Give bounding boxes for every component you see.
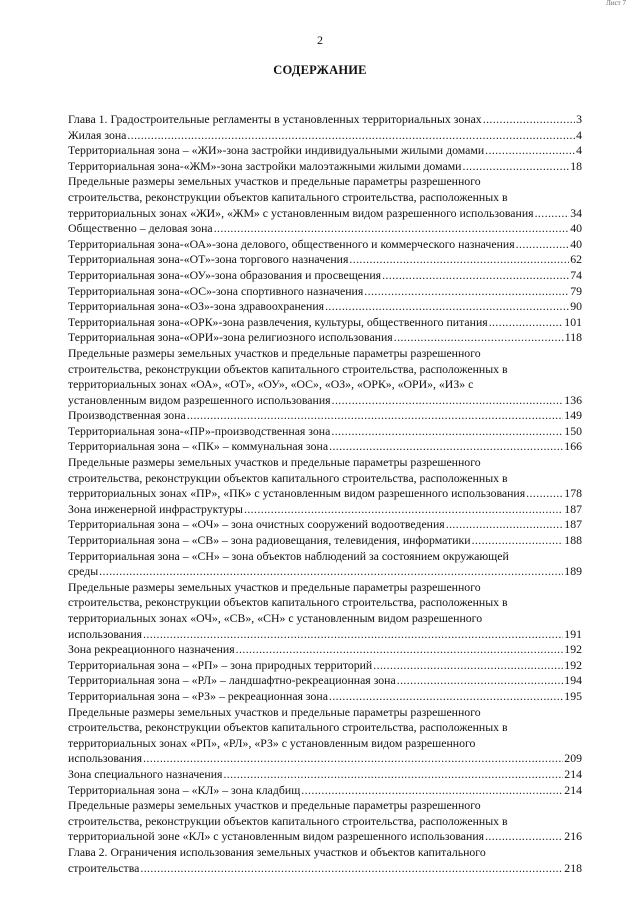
toc-dot-leader: [331, 424, 563, 440]
toc-dot-leader: [99, 564, 563, 580]
toc-page-number: 3: [576, 112, 582, 126]
toc-page-number: 40: [570, 236, 582, 251]
toc-entry-line: [68, 393, 582, 409]
toc-dot-leader: [143, 751, 563, 767]
toc-page-number: 187: [564, 517, 582, 532]
toc-entry-line: [68, 486, 582, 502]
toc-page-number: 187: [564, 501, 582, 516]
toc-entry-line: [68, 299, 582, 315]
toc-entry[interactable]: [68, 174, 582, 221]
toc-dot-leader: [472, 533, 564, 549]
toc-dot-leader: [382, 268, 569, 284]
toc-entry-text: Территориальная зона-«ПР»-производственная зона: [68, 423, 331, 438]
toc-dot-leader: [127, 128, 575, 144]
toc-entry[interactable]: [68, 315, 582, 331]
toc-entry-line: [68, 252, 582, 268]
toc-entry[interactable]: [68, 767, 582, 783]
toc-entry[interactable]: [68, 502, 582, 518]
toc-entry-line: [68, 689, 582, 705]
toc-entry-line: [68, 424, 582, 440]
toc-entry[interactable]: [68, 673, 582, 689]
toc-dot-leader: [187, 408, 564, 424]
toc-dot-leader: [485, 143, 575, 159]
toc-dot-leader: [483, 112, 575, 128]
toc-entry-line: [68, 642, 582, 658]
toc-entry-text: Территориальная зона-«ЖМ»-зона застройки малоэтажными жилыми домами: [68, 158, 462, 173]
toc-entry-text: территориальной зоне «КЛ» с установленным видом разрешенного использования: [68, 829, 485, 844]
toc-entry-text: Территориальная зона-«ОТ»-зона торгового назначения: [68, 252, 349, 267]
toc-dot-leader: [489, 315, 564, 331]
toc-page-number: 178: [564, 486, 582, 501]
toc-entry-line: [68, 658, 582, 674]
toc-page-number: 149: [564, 408, 582, 423]
toc-entry-text: строительства, реконструкции объектов капитального строительства, расположенных в: [68, 595, 508, 610]
toc-entry-line: [68, 143, 582, 159]
toc-entry[interactable]: [68, 408, 582, 424]
toc-entry-line: [68, 627, 582, 643]
toc-entry-text: установленным видом разрешенного использования: [68, 392, 331, 407]
toc-entry-line: [68, 315, 582, 331]
toc-entry[interactable]: [68, 112, 582, 128]
toc-entry[interactable]: [68, 689, 582, 705]
toc-entry-text: Территориальная зона-«ОЗ»-зона здравоохранения: [68, 299, 325, 314]
toc-entry[interactable]: [68, 330, 582, 346]
toc-entry-text: Предельные размеры земельных участков и предельные параметры разрешенного: [68, 798, 481, 813]
toc-entry[interactable]: [68, 159, 582, 175]
toc-entry-text: использования: [68, 626, 143, 641]
toc-entry[interactable]: [68, 143, 582, 159]
toc-entry-text: Территориальная зона – «РП» – зона природных территорий: [68, 657, 373, 672]
toc-entry-line: [68, 767, 582, 783]
toc-page-number: 74: [570, 267, 582, 282]
toc-entry[interactable]: [68, 346, 582, 408]
toc-entry-text: Зона рекреационного назначения: [68, 642, 235, 657]
toc-dot-leader: [140, 861, 563, 877]
toc-entry-line: [68, 861, 582, 877]
toc-entry-text: строительства, реконструкции объектов капитального строительства, расположенных в: [68, 470, 508, 485]
toc-dot-leader: [329, 439, 563, 455]
toc-page-number: 34: [570, 205, 582, 220]
toc-entry[interactable]: [68, 549, 582, 580]
toc-entry-text: Предельные размеры земельных участков и предельные параметры разрешенного: [68, 455, 481, 470]
toc-page-number: 209: [564, 751, 582, 766]
toc-entry-text: использования: [68, 751, 143, 766]
toc-entry-line: [68, 564, 582, 580]
toc-dot-leader: [394, 330, 564, 346]
toc-dot-leader: [244, 502, 563, 518]
toc-page-number: 90: [570, 299, 582, 314]
toc-entry[interactable]: [68, 783, 582, 799]
toc-entry-line: [68, 502, 582, 518]
page-title: СОДЕРЖАНИЕ: [273, 63, 367, 77]
toc-entry-text: Зона инженерной инфраструктуры: [68, 501, 243, 516]
toc-page-number: 4: [576, 127, 582, 142]
toc-entry[interactable]: [68, 580, 582, 642]
toc-page-number: 18: [570, 158, 582, 173]
toc-entry-text: строительства, реконструкции объектов капитального строительства, расположенных в: [68, 813, 508, 828]
toc-entry[interactable]: [68, 517, 582, 533]
toc-entry-line: [68, 237, 582, 253]
toc-page-number: 192: [564, 657, 582, 672]
toc-entry-text: среды: [68, 564, 99, 579]
toc-dot-leader: [301, 783, 563, 799]
toc-dot-leader: [329, 689, 563, 705]
toc-page-number: 150: [564, 423, 582, 438]
toc-entry[interactable]: [68, 268, 582, 284]
toc-page-number: 188: [564, 533, 582, 548]
toc-page-number: 214: [564, 782, 582, 797]
toc-page-number: 216: [564, 829, 582, 844]
toc-entry-line: [68, 284, 582, 300]
toc-entry-text: Территориальная зона – «ЖИ»-зона застройки индивидуальными жилыми домами: [68, 143, 485, 158]
toc-page-number: 166: [564, 439, 582, 454]
toc-entry[interactable]: [68, 424, 582, 440]
page-number: 2: [317, 33, 323, 47]
toc-entry-text: Территориальная зона-«ОС»-зона спортивного назначения: [68, 283, 364, 298]
toc-dot-leader: [535, 206, 570, 222]
toc-entry[interactable]: [68, 284, 582, 300]
toc-entry-text: Территориальная зона – «СН» – зона объектов наблюдений за состоянием окружающей: [68, 548, 509, 563]
toc-entry-line: [68, 159, 582, 175]
toc-entry-text: строительства, реконструкции объектов капитального строительства, расположенных в: [68, 720, 508, 735]
toc-entry-text: Территориальная зона-«ОА»-зона делового, общественного и коммерческого назначения: [68, 236, 515, 251]
toc-dot-leader: [214, 221, 570, 237]
toc-entry-text: Предельные размеры земельных участков и предельные параметры разрешенного: [68, 704, 481, 719]
toc-entry-text: Предельные размеры земельных участков и предельные параметры разрешенного: [68, 174, 481, 189]
toc-page-number: 79: [570, 283, 582, 298]
corner-mark: Лист 7: [606, 0, 626, 7]
toc-dot-leader: [143, 627, 563, 643]
toc-entry-text: Зона специального назначения: [68, 766, 223, 781]
toc-page-number: 118: [564, 330, 582, 345]
toc-page-number: 214: [564, 766, 582, 781]
toc-entry-text: Глава 1. Градостроительные регламенты в установленных территориальных зонах: [68, 112, 482, 126]
toc-dot-leader: [325, 299, 569, 315]
toc-entry[interactable]: [68, 533, 582, 549]
toc-entry-text: Общественно – деловая зона: [68, 221, 213, 236]
toc-page-number: 136: [564, 392, 582, 407]
toc-dot-leader: [332, 393, 564, 409]
toc-dot-leader: [364, 284, 569, 300]
toc-entry[interactable]: [68, 221, 582, 237]
toc-entry[interactable]: [68, 845, 582, 876]
toc-entry-line: [68, 221, 582, 237]
toc-page-number: 192: [564, 642, 582, 657]
toc-entry[interactable]: [68, 455, 582, 502]
toc-entry[interactable]: [68, 128, 582, 144]
toc-entry-text: строительства, реконструкции объектов капитального строительства, расположенных в: [68, 361, 508, 376]
toc-entry-text: Территориальная зона-«ОРИ»-зона религиозного использования: [68, 330, 393, 345]
toc-dot-leader: [397, 673, 564, 689]
toc-entry[interactable]: [68, 252, 582, 268]
toc-page-number: 40: [570, 221, 582, 236]
toc-dot-leader: [349, 252, 569, 268]
toc-entry-line: [68, 206, 582, 222]
toc-entry-text: территориальных зонах «РП», «РЛ», «РЗ» с установленным видом разрешенного: [68, 735, 476, 750]
toc-page-number: 194: [564, 673, 582, 688]
toc-entry-line: [68, 829, 582, 845]
toc-dot-leader: [223, 767, 563, 783]
toc-entry-text: Территориальная зона – «РЗ» – рекреационная зона: [68, 688, 328, 703]
toc-page-number: 4: [576, 143, 582, 158]
toc-entry[interactable]: [68, 658, 582, 674]
toc-dot-leader: [516, 237, 570, 253]
toc-entry-text: Глава 2. Ограничения использования земельных участков и объектов капитального: [68, 844, 486, 859]
toc-entry-line: [68, 751, 582, 767]
toc-entry-text: Территориальная зона – «ОЧ» – зона очистных сооружений водоотведения: [68, 517, 445, 532]
table-of-contents: [68, 112, 582, 876]
toc-entry[interactable]: [68, 439, 582, 455]
toc-entry-line: [68, 439, 582, 455]
toc-entry[interactable]: [68, 299, 582, 315]
toc-dot-leader: [236, 642, 564, 658]
toc-entry-text: территориальных зонах «ПР», «ПК» с установленным видом разрешенного использования: [68, 486, 526, 501]
toc-page-number: 62: [570, 252, 582, 267]
toc-entry-text: Территориальная зона – «ПК» – коммунальная зона: [68, 439, 329, 454]
toc-page-number: 191: [564, 626, 582, 641]
toc-entry-text: Территориальная зона – «СВ» – зона радиовещания, телевидения, информатики: [68, 533, 471, 548]
toc-page-number: 195: [564, 688, 582, 703]
toc-entry[interactable]: [68, 798, 582, 845]
toc-dot-leader: [446, 517, 564, 533]
toc-entry-line: [68, 112, 582, 128]
toc-dot-leader: [462, 159, 569, 175]
toc-dot-leader: [526, 486, 563, 502]
toc-entry-text: строительства: [68, 860, 140, 875]
toc-entry-line: [68, 783, 582, 799]
toc-page-number: 218: [564, 860, 582, 875]
toc-entry[interactable]: [68, 237, 582, 253]
toc-dot-leader: [485, 829, 563, 845]
toc-dot-leader: [373, 658, 563, 674]
toc-entry-text: Жилая зона: [68, 127, 127, 142]
toc-entry-line: [68, 408, 582, 424]
toc-entry-line: [68, 533, 582, 549]
toc-entry-text: строительства, реконструкции объектов капитального строительства, расположенных в: [68, 189, 508, 204]
toc-page-number: 189: [564, 564, 582, 579]
toc-entry-text: Производственная зона: [68, 408, 186, 423]
toc-entry-line: [68, 517, 582, 533]
toc-entry-text: Предельные размеры земельных участков и предельные параметры разрешенного: [68, 345, 481, 360]
toc-entry-text: Территориальная зона – «КЛ» – зона кладбищ: [68, 782, 301, 797]
toc-entry-line: [68, 673, 582, 689]
toc-entry-text: Территориальная зона-«ОУ»-зона образования и просвещения: [68, 267, 382, 282]
toc-entry[interactable]: [68, 705, 582, 767]
toc-page-number: 101: [564, 314, 582, 329]
toc-entry-line: [68, 330, 582, 346]
toc-entry-line: [68, 128, 582, 144]
toc-entry-text: территориальных зонах «ОЧ», «СВ», «СН» с установленным видом разрешенного: [68, 611, 483, 625]
toc-entry-text: Территориальная зона-«ОРК»-зона развлечения, культуры, общественного питания: [68, 314, 488, 329]
toc-entry-text: территориальных зонах «ЖИ», «ЖМ» с установленным видом разрешенного использования: [68, 205, 534, 220]
toc-entry-text: Предельные размеры земельных участков и предельные параметры разрешенного: [68, 579, 481, 594]
toc-entry[interactable]: [68, 642, 582, 658]
toc-entry-text: Территориальная зона – «РЛ» – ландшафтно-рекреационная зона: [68, 673, 396, 688]
toc-entry-text: территориальных зонах «ОА», «ОТ», «ОУ», «ОС», «ОЗ», «ОРК», «ОРИ», «ИЗ» с: [68, 377, 474, 392]
toc-entry-line: [68, 268, 582, 284]
